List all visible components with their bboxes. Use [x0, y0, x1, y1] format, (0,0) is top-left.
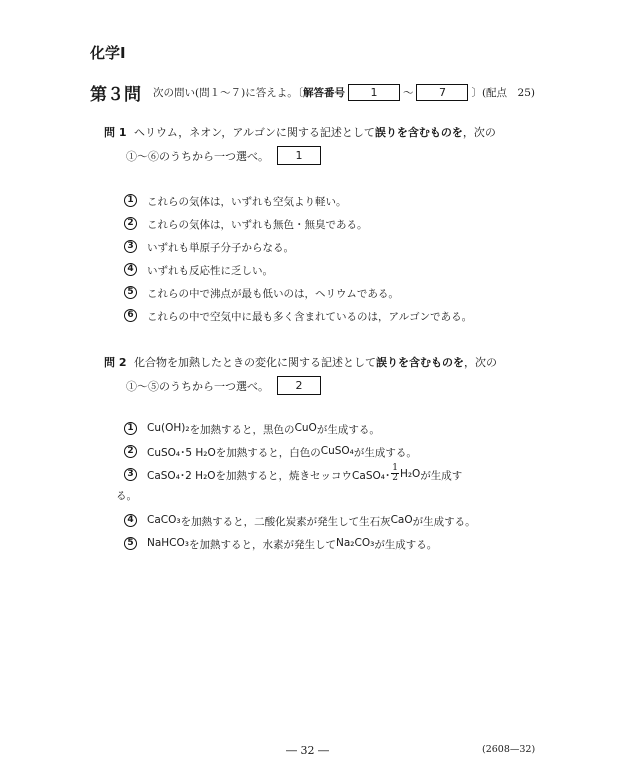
section-instruction: 次の問い(問１～７)に答えよ。〔	[153, 87, 303, 99]
chem-formula: Cu(OH)₂	[147, 422, 190, 434]
option-text: を加熱すると，二酸化炭素が発生して生石灰	[180, 516, 391, 528]
question-2	[104, 354, 497, 393]
option-number: 4	[124, 263, 137, 276]
option-text-continuation: る。	[116, 490, 137, 502]
page-number: ― 32 ―	[286, 744, 329, 757]
option-number: 1	[124, 194, 137, 207]
fraction-denominator: 2	[392, 473, 398, 483]
option-text: これらの気体は，いずれも無色・無臭である。	[147, 219, 368, 231]
option-text: が生成する。	[316, 424, 380, 436]
question-1-emphasis: 誤りを含むものを	[374, 126, 463, 139]
option-text: これらの中で沸点が最も低いのは，ヘリウムである。	[147, 288, 399, 300]
answer-range-separator: ～	[402, 87, 414, 99]
fraction-numerator: 1	[392, 463, 398, 473]
option-number: 5	[124, 286, 137, 299]
answer-number-label: 解答番号	[302, 87, 345, 99]
option-text: これらの中で空気中に最も多く含まれているのは，アルゴンである。	[147, 311, 473, 323]
option-number: 2	[124, 217, 137, 230]
chem-formula: CuSO₄･5 H₂O	[147, 447, 216, 459]
option-number: 6	[124, 309, 137, 322]
option-text: が生成する。	[412, 516, 476, 528]
question-2-range: ①～⑤のうちから一つ選べ。	[126, 379, 269, 393]
section-header	[90, 80, 535, 105]
option-text: いずれも反応性に乏しい。	[147, 265, 273, 277]
option-item	[124, 217, 472, 240]
question-2-text-a: 化合物を加熱したときの変化に関する記述として	[133, 356, 376, 369]
answer-range-start-box: 1	[348, 84, 400, 101]
question-1	[104, 124, 496, 163]
option-number: 3	[124, 468, 137, 481]
question-2-label: 問 2	[104, 356, 127, 369]
chem-formula: CaSO₄･	[352, 470, 391, 482]
option-text: を加熱すると，白色の	[215, 447, 321, 459]
option-text: を加熱すると，黒色の	[189, 424, 295, 436]
option-item	[124, 194, 472, 217]
chem-formula: CaCO₃	[147, 514, 181, 526]
option-number: 1	[124, 422, 137, 435]
chem-formula: H₂O	[399, 468, 421, 480]
fraction	[391, 464, 399, 483]
option-text: が生成する。	[353, 447, 417, 459]
option-item	[124, 514, 476, 537]
chem-formula: NaHCO₃	[147, 537, 189, 549]
chem-formula: CaSO₄･2 H₂O	[147, 470, 216, 482]
chem-formula: CaO	[390, 514, 413, 526]
points-label: 〕(配点 25)	[471, 87, 536, 99]
option-item	[124, 445, 476, 468]
question-1-text-a: ヘリウム，ネオン，アルゴンに関する記述として	[133, 126, 375, 139]
answer-range-end-box: 7	[416, 84, 468, 101]
chem-formula: Na₂CO₃	[336, 537, 375, 549]
option-continuation-line	[116, 488, 476, 514]
question-1-range: ①～⑥のうちから一つ選べ。	[126, 149, 269, 163]
option-item	[124, 463, 476, 488]
question-2-emphasis: 誤りを含むものを	[375, 356, 464, 369]
option-text: いずれも単原子分子からなる。	[147, 242, 294, 254]
question-1-label: 問 1	[104, 126, 127, 139]
option-number: 4	[124, 514, 137, 527]
subject-title: 化学Ⅰ	[90, 44, 126, 62]
question-2-options	[116, 422, 476, 560]
chem-formula: CuO	[294, 422, 317, 434]
option-item	[124, 263, 472, 286]
option-text: を加熱すると，焼きセッコウ	[215, 470, 353, 482]
chem-formula: CuSO₄	[320, 445, 354, 457]
option-item	[124, 309, 472, 332]
question-1-text-b: ，次の	[462, 126, 496, 139]
option-item	[124, 240, 472, 263]
option-item	[124, 422, 476, 445]
question-2-text-b: ，次の	[463, 356, 497, 369]
option-number: 2	[124, 445, 137, 458]
option-text: を加熱すると，水素が発生して	[189, 539, 336, 551]
question-2-answer-box: 2	[277, 376, 321, 395]
document-code: (2608—32)	[482, 744, 536, 755]
option-text: これらの気体は，いずれも空気より軽い。	[147, 196, 347, 208]
question-1-options	[124, 194, 472, 332]
question-1-answer-box: 1	[277, 146, 321, 165]
section-number: 第３問	[90, 85, 141, 105]
option-item	[124, 537, 476, 560]
option-number: 3	[124, 240, 137, 253]
option-text: が生成す	[420, 470, 463, 482]
option-item	[124, 286, 472, 309]
option-text: が生成する。	[374, 539, 438, 551]
option-number: 5	[124, 537, 137, 550]
